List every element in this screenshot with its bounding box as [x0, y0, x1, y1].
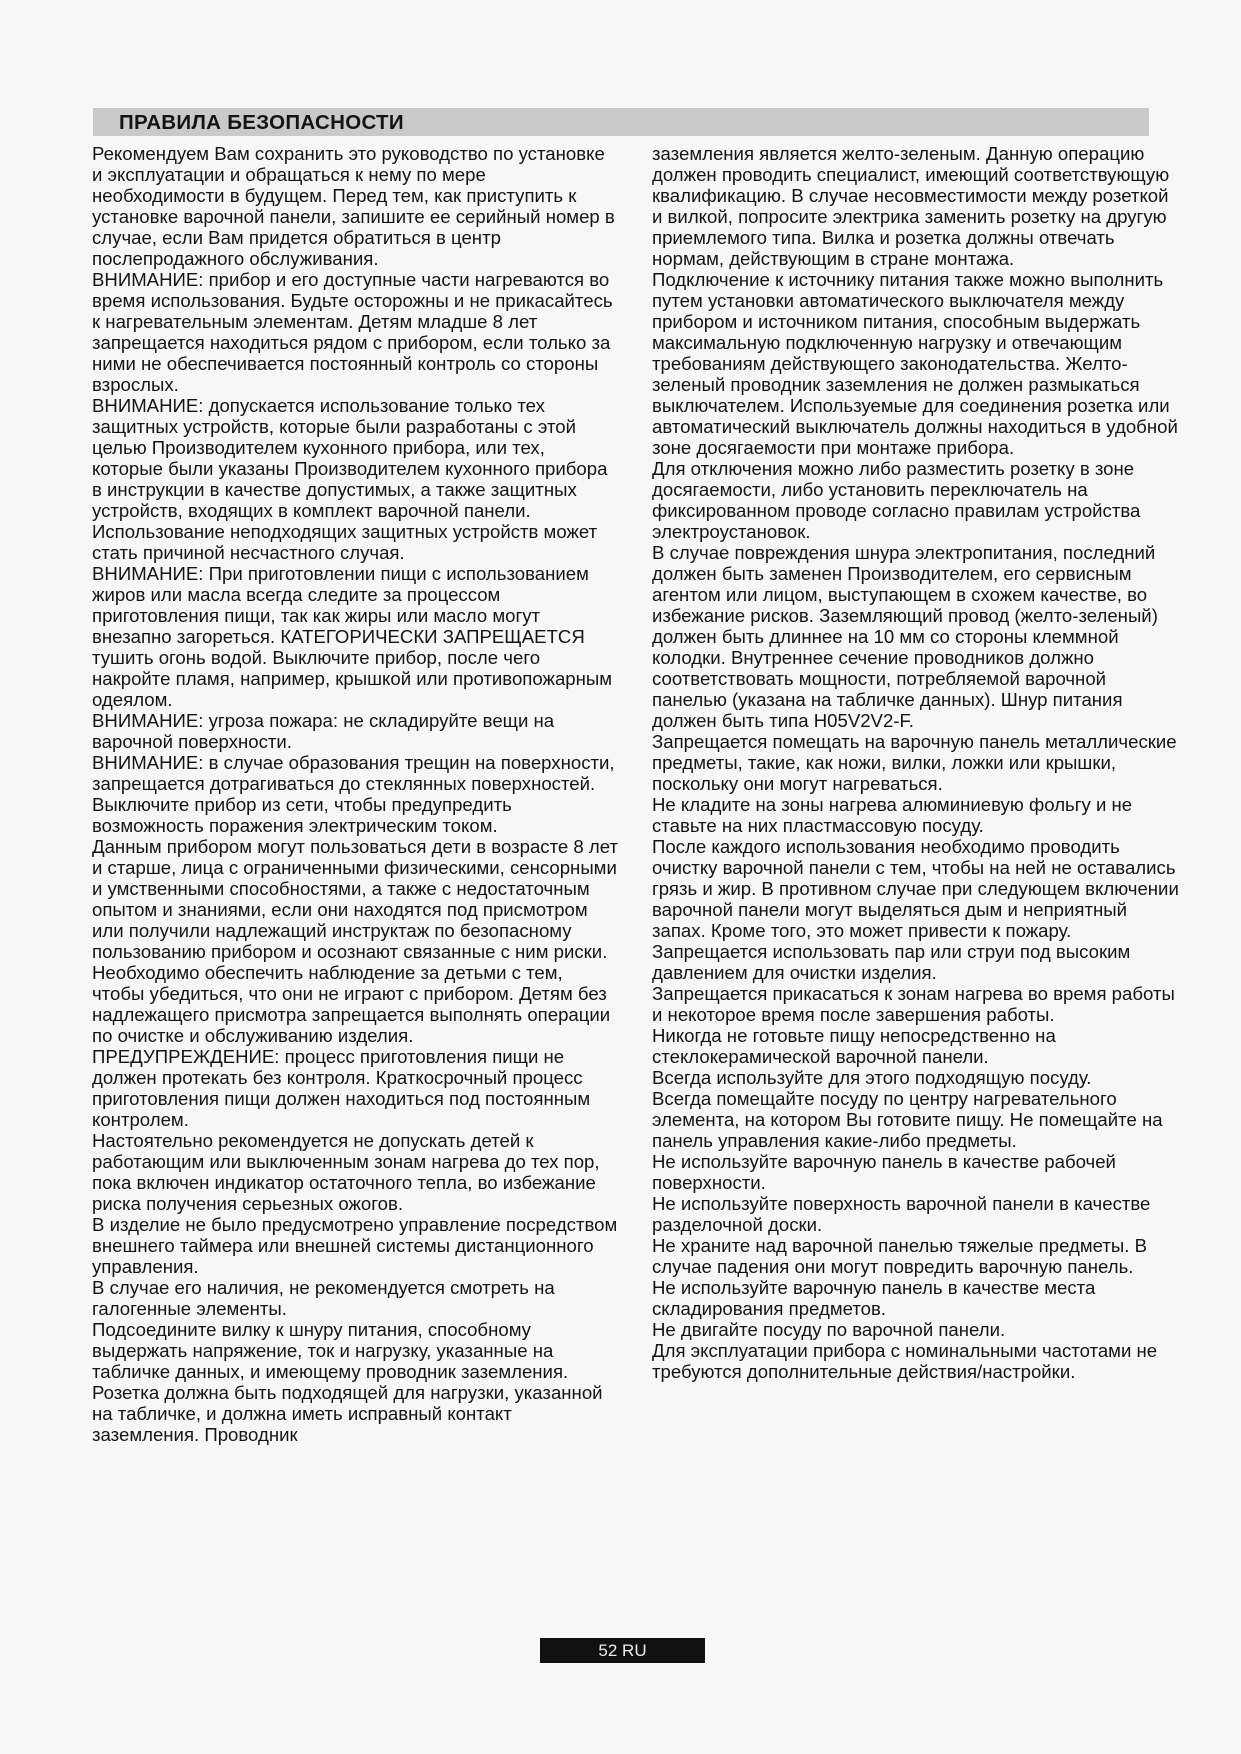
paragraph: Не используйте варочную панель в качестве рабочей поверхности. [652, 1151, 1116, 1193]
paragraph: ВНИМАНИЕ: При приготовлении пищи с использованием жиров или масла всегда следите за процессом приготовления пищи, так как жиры или масло могут внезапно загореться. КАТЕГОРИЧЕСКИ ЗАПРЕЩАЕТСЯ тушить огонь водой. Выключите прибор, после чего накройте пламя, например, крышкой или противопожарным одеялом. [92, 563, 613, 710]
paragraph: В случае повреждения шнура электропитания, последний должен быть заменен Производителем, его сервисным агентом или лицом, выступающем в схожем качестве, во избежание рисков. Заземляющий провод (желто-зеленый) должен быть длиннее на 10 мм со стороны клеммной колодки. Внутреннее сечение проводников должно соответствовать мощности, потребляемой варочной панелью (указана на табличке данных). Шнур питания должен быть типа H05V2V2-F. [652, 542, 1158, 731]
page-number [540, 1638, 705, 1663]
paragraph: Не храните над варочной панелью тяжелые предметы. В случае падения они могут повредить варочную панель. [652, 1235, 1147, 1277]
page-number-label: 52 RU [598, 1641, 647, 1660]
paragraph: Рекомендуем Вам сохранить это руководство по установке и эксплуатации и обращаться к нему по мере необходимости в будущем. Перед тем, как приступить к установке варочной панели, запишите ее серийный номер в случае, если Вам придется обратиться в центр послепродажного обслуживания. [92, 143, 615, 269]
paragraph: Всегда помещайте посуду по центру нагревательного элемента, на котором Вы готовите пищу. Не помещайте на панель управления какие-либо предметы. [652, 1088, 1163, 1151]
paragraph: заземления является желто-зеленым. Данную операцию должен проводить специалист, имеющий соответствующую квалификацию. В случае несовместимости между розеткой и вилкой, попросите электрика заменить розетку на другую приемлемого типа. Вилка и розетка должны отвечать нормам, действующим в стране монтажа. [652, 143, 1170, 269]
left-column [92, 143, 619, 1445]
paragraph: Для эксплуатации прибора с номинальными частотами не требуются дополнительные действия/настройки. [652, 1340, 1158, 1382]
section-header [93, 108, 1149, 136]
paragraph: ВНИМАНИЕ: в случае образования трещин на поверхности, запрещается дотрагиваться до стеклянных поверхностей. Выключите прибор из сети, чтобы предупредить возможность поражения электрическим током. [92, 752, 615, 836]
paragraph: Всегда используйте для этого подходящую посуду. [652, 1067, 1092, 1088]
paragraph: Не двигайте посуду по варочной панели. [652, 1319, 1006, 1340]
paragraph: После каждого использования необходимо проводить очистку варочной панели с тем, чтобы на ней не оставались грязь и жир. В противном случае при следующем включении варочной панели могут выделяться дым и неприятный запах. Кроме того, это может привести к пожару. [652, 836, 1179, 941]
paragraph: Запрещается использовать пар или струи под высоким давлением для очистки изделия. [652, 941, 1131, 983]
paragraph: Не используйте поверхность варочной панели в качестве разделочной доски. [652, 1193, 1151, 1235]
paragraph: ВНИМАНИЕ: угроза пожара: не складируйте вещи на варочной поверхности. [92, 710, 555, 752]
paragraph: ВНИМАНИЕ: допускается использование только тех защитных устройств, которые были разработаны с этой целью Производителем кухонного прибора, или тех, которые были указаны Производителем кухонного прибора в инструкции в качестве допустимых, а также защитных устройств, входящих в комплект варочной панели. Использование неподходящих защитных устройств может стать причиной несчастного случая. [92, 395, 608, 563]
paragraph: Запрещается прикасаться к зонам нагрева во время работы и некоторое время после завершения работы. [652, 983, 1175, 1025]
paragraph: Не используйте варочную панель в качестве места складирования предметов. [652, 1277, 1096, 1319]
right-column [652, 143, 1179, 1382]
paragraph: ВНИМАНИЕ: прибор и его доступные части нагреваются во время использования. Будьте осторожны и не прикасайтесь к нагревательным элементам. Детям младше 8 лет запрещается находиться рядом с прибором, если только за ними не обеспечивается постоянный контроль со стороны взрослых. [92, 269, 613, 395]
paragraph: Никогда не готовьте пищу непосредственно на стеклокерамической варочной панели. [652, 1025, 1056, 1067]
paragraph: В изделие не было предусмотрено управление посредством внешнего таймера или внешней системы дистанционного управления. [92, 1214, 618, 1277]
paragraph: Настоятельно рекомендуется не допускать детей к работающим или выключенным зонам нагрева до тех пор, пока включен индикатор остаточного тепла, во избежание риска получения серьезных ожогов. [92, 1130, 600, 1214]
paragraph: В случае его наличия, не рекомендуется смотреть на галогенные элементы. [92, 1277, 555, 1319]
paragraph: Не кладите на зоны нагрева алюминиевую фольгу и не ставьте на них пластмассовую посуду. [652, 794, 1133, 836]
paragraph: ПРЕДУПРЕЖДЕНИЕ: процесс приготовления пищи не должен протекать без контроля. Краткосрочный процесс приготовления пищи должен находиться под постоянным контролем. [92, 1046, 591, 1130]
paragraph: Для отключения можно либо разместить розетку в зоне досягаемости, либо установить переключатель на фиксированном проводе согласно правилам устройства электроустановок. [652, 458, 1141, 542]
paragraph: Запрещается помещать на варочную панель металлические предметы, такие, как ножи, вилки, ложки или крышки, поскольку они могут нагреваться. [652, 731, 1177, 794]
paragraph: Подключение к источнику питания также можно выполнить путем установки автоматического выключателя между прибором и источником питания, способным выдержать максимальную подключенную нагрузку и отвечающим требованиям действующего законодательства. Желто-зеленый проводник заземления не должен размыкаться выключателем. Используемые для соединения розетка или автоматический выключатель должны находиться в удобной зоне досягаемости при монтаже прибора. [652, 269, 1178, 458]
paragraph: Данным прибором могут пользоваться дети в возрасте 8 лет и старше, лица с ограниченными физическими, сенсорными и умственными способностями, а также с недостаточным опытом и знаниями, если они находятся под присмотром или получили надлежащий инструктаж по безопасному пользованию прибором и осознают связанные с ним риски. Необходимо обеспечить наблюдение за детьми с тем, чтобы убедиться, что они не играют с прибором. Детям без надлежащего присмотра запрещается выполнять операции по очистке и обслуживанию изделия. [92, 836, 619, 1046]
paragraph: Подсоедините вилку к шнуру питания, способному выдержать напряжение, ток и нагрузку, указанные на табличке данных, и имеющему проводник заземления. Розетка должна быть подходящей для нагрузки, указанной на табличке, и должна иметь исправный контакт заземления. Проводник [92, 1319, 603, 1445]
section-title: ПРАВИЛА БЕЗОПАСНОСТИ [119, 111, 404, 134]
